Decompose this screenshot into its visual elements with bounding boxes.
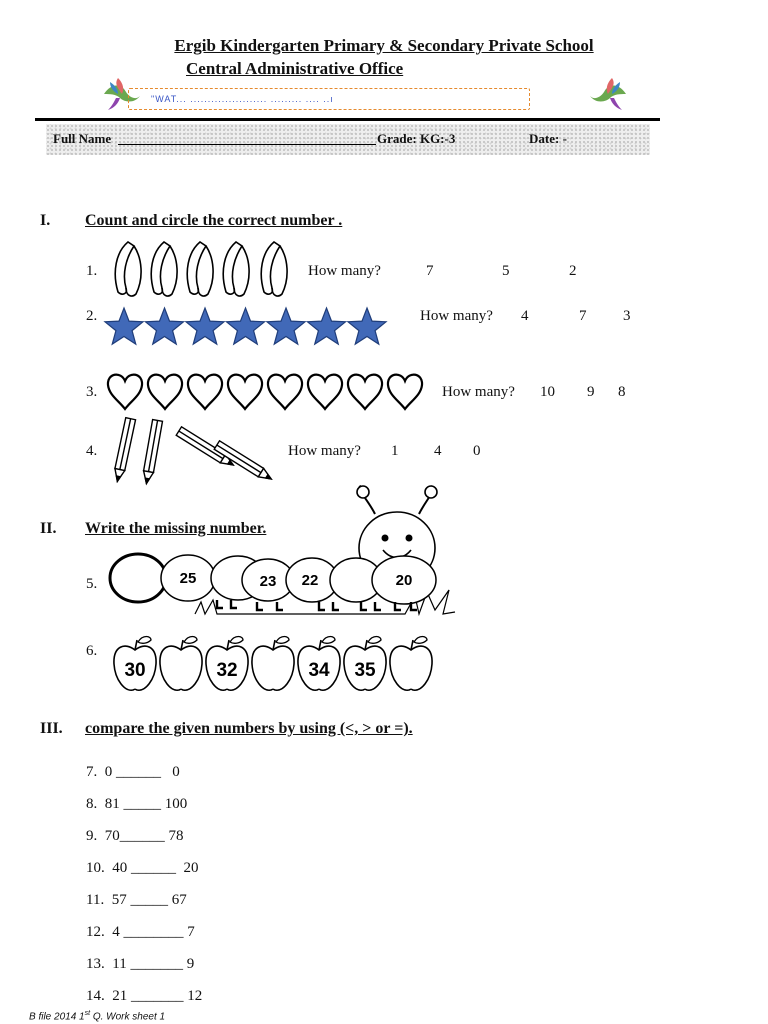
star-icon bbox=[267, 308, 305, 344]
caterpillar-eye bbox=[406, 535, 413, 542]
q2-option-3[interactable]: 3 bbox=[623, 308, 631, 324]
q2-option-2[interactable]: 7 bbox=[579, 308, 587, 324]
motto-box bbox=[128, 88, 530, 110]
star-icon bbox=[105, 308, 143, 344]
q4-option-3[interactable]: 0 bbox=[473, 443, 481, 459]
office-name: Central Administrative Office bbox=[186, 59, 404, 78]
q3-option-3[interactable]: 8 bbox=[618, 384, 626, 400]
heart-icon bbox=[148, 375, 182, 409]
heart-icon bbox=[388, 375, 422, 409]
apple-number: 34 bbox=[308, 660, 330, 681]
q2-number: 2. bbox=[86, 308, 98, 324]
apple-number: 30 bbox=[124, 660, 146, 681]
section-2-number: II. bbox=[40, 520, 57, 537]
q1-option-3[interactable]: 2 bbox=[569, 263, 577, 279]
grade-label: Grade: KG:-3 bbox=[377, 131, 456, 146]
motto-text: "WAT... ...................... ......... .... ..ı bbox=[151, 94, 334, 104]
header-rule bbox=[35, 118, 660, 121]
heart-icon bbox=[188, 375, 222, 409]
caterpillar-number-25: 25 bbox=[179, 570, 197, 587]
q3-option-1[interactable]: 10 bbox=[540, 384, 555, 400]
section-3-number: III. bbox=[40, 720, 63, 737]
q5-number: 5. bbox=[86, 576, 98, 592]
apple-number: 35 bbox=[354, 660, 376, 681]
heart-icon bbox=[308, 375, 342, 409]
apple-icon bbox=[206, 637, 248, 691]
banana-icon bbox=[223, 242, 249, 296]
pencil-icon bbox=[142, 420, 163, 485]
star-icon bbox=[348, 308, 386, 344]
banana-icon bbox=[261, 242, 287, 296]
star-icon bbox=[145, 308, 183, 344]
caterpillar-number-23: 23 bbox=[259, 573, 277, 590]
heart-icon bbox=[228, 375, 262, 409]
q6-number: 6. bbox=[86, 643, 98, 659]
q4-number: 4. bbox=[86, 443, 98, 459]
caterpillar-segment bbox=[110, 554, 166, 602]
section-1-number: I. bbox=[40, 212, 51, 229]
banana-icon bbox=[115, 242, 141, 296]
apple-icon bbox=[390, 637, 432, 691]
date-label: Date: - bbox=[529, 131, 567, 146]
q4-prompt: How many? bbox=[288, 443, 361, 459]
star-icon bbox=[226, 308, 264, 344]
bananas-group bbox=[110, 238, 295, 300]
star-icon bbox=[307, 308, 345, 344]
q3-prompt: How many? bbox=[442, 384, 515, 400]
q1-prompt: How many? bbox=[308, 263, 381, 279]
school-name: Ergib Kindergarten Primary & Secondary Private School bbox=[174, 36, 594, 55]
compare-item-11[interactable]: 11. 57 _____ 67 bbox=[86, 892, 187, 908]
compare-item-8[interactable]: 8. 81 _____ 100 bbox=[86, 796, 188, 812]
apple-icon bbox=[114, 637, 156, 691]
section-2-title: Write the missing number. bbox=[85, 520, 267, 537]
bird-logo-right-icon bbox=[588, 72, 630, 114]
q1-option-1[interactable]: 7 bbox=[426, 263, 434, 279]
apple-number: 32 bbox=[216, 660, 238, 681]
q2-option-1[interactable]: 4 bbox=[521, 308, 529, 324]
compare-item-10[interactable]: 10. 40 ______ 20 bbox=[86, 860, 199, 876]
apple-icon bbox=[298, 637, 340, 691]
apples-group bbox=[113, 634, 435, 696]
q3-number: 3. bbox=[86, 384, 98, 400]
hearts-group bbox=[107, 372, 429, 412]
compare-item-9[interactable]: 9. 70______ 78 bbox=[86, 828, 184, 844]
heart-icon bbox=[268, 375, 302, 409]
caterpillar-number-22: 22 bbox=[301, 572, 319, 589]
banana-icon bbox=[151, 242, 177, 296]
section-1-title: Count and circle the correct number . bbox=[85, 212, 343, 229]
pencils-group bbox=[110, 414, 275, 486]
full-name-label: Full Name bbox=[53, 131, 112, 146]
full-name-field[interactable] bbox=[118, 144, 376, 145]
caterpillar-eye bbox=[382, 535, 389, 542]
stars-group bbox=[104, 305, 389, 351]
caterpillar-number-20: 20 bbox=[395, 572, 413, 589]
apple-icon bbox=[160, 637, 202, 691]
q4-option-1[interactable]: 1 bbox=[391, 443, 399, 459]
heart-icon bbox=[108, 375, 142, 409]
heart-icon bbox=[348, 375, 382, 409]
compare-item-13[interactable]: 13. 11 _______ 9 bbox=[86, 956, 195, 972]
caterpillar-illustration bbox=[105, 484, 460, 626]
compare-item-12[interactable]: 12. 4 ________ 7 bbox=[86, 924, 195, 940]
apple-icon bbox=[252, 637, 294, 691]
q1-number: 1. bbox=[86, 263, 98, 279]
compare-item-7[interactable]: 7. 0 ______ 0 bbox=[86, 764, 180, 780]
q2-prompt: How many? bbox=[420, 308, 493, 324]
compare-item-14[interactable]: 14. 21 _______ 12 bbox=[86, 988, 203, 1004]
q4-option-2[interactable]: 4 bbox=[434, 443, 442, 459]
student-info-bar bbox=[46, 124, 650, 155]
section-3-title: compare the given numbers by using (<, > or =). bbox=[85, 720, 413, 737]
q3-option-2[interactable]: 9 bbox=[587, 384, 595, 400]
q1-option-2[interactable]: 5 bbox=[502, 263, 510, 279]
star-icon bbox=[186, 308, 224, 344]
apple-icon bbox=[344, 637, 386, 691]
pencil-icon bbox=[112, 418, 135, 483]
banana-icon bbox=[187, 242, 213, 296]
footer-note: B file 2014 1st Q. Work sheet 1 bbox=[29, 1010, 166, 1023]
